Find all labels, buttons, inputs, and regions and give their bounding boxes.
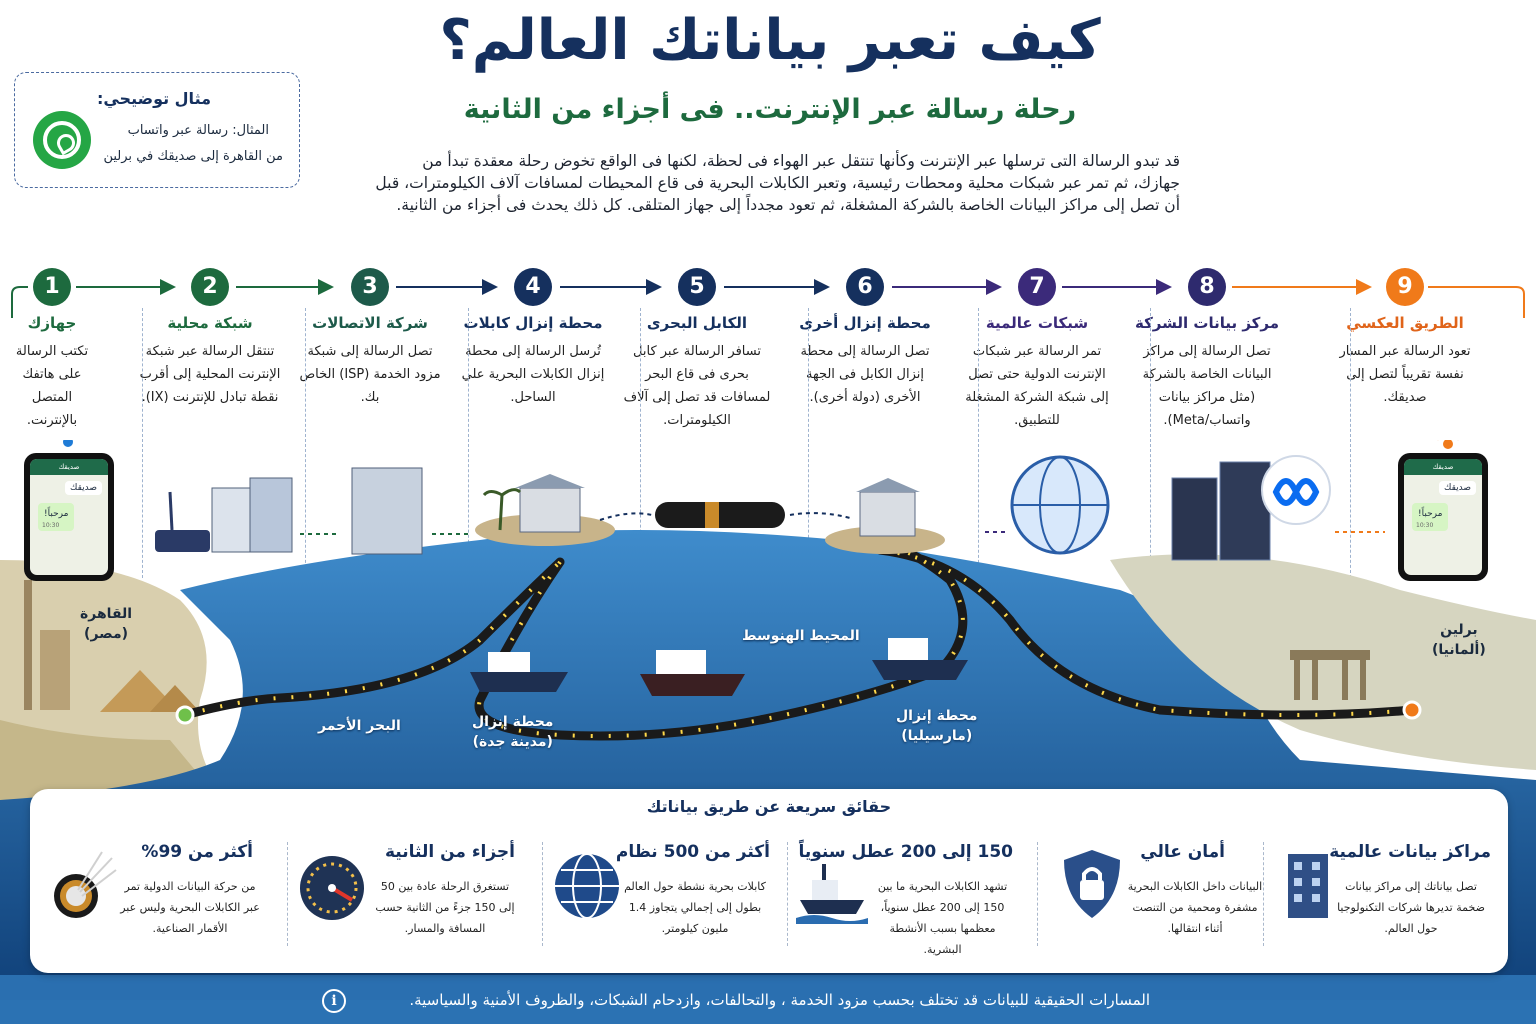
fact-faults xyxy=(790,832,1025,956)
step-desc: تكتب الرسالة على هاتفك المتصل بالإنترنت. xyxy=(15,344,89,428)
step-1 xyxy=(0,268,127,432)
intro-paragraph: قد تبدو الرسالة التى ترسلها عبر الإنترنت وكأنها تنتقل عبر الهواء فى لحظة، لكنها فى الواقع تخوض رحلة معقدة تبدأ من جهازك، ثم تمر عبر شبكات محلية ومحطات رئيسية، وتعبر الكابلات البحرية فى قاع المحيطات لمسافات آلاف الكيلومترات، قبل أن تصل إلى مراكز البيانات الخاصة بالشركة المشغلة، ثم تعود مجدداً إلى جهاز المتلقى. كل ذلك يحدث فى أجزاء من الثانية. xyxy=(375,152,1180,214)
step-3 xyxy=(295,268,445,409)
facts-title: حقائق سريعة عن طريق بياناتك xyxy=(646,797,892,816)
page-title: كيف تعبر بياناتك العالم؟ xyxy=(439,8,1101,73)
step-number: 8 xyxy=(1188,268,1226,306)
fact-desc: تشهد الكابلات البحرية ما بين 150 إلى 200 عطل سنوياً، معظمها بسبب الأنشطة البشرية. xyxy=(877,880,1008,956)
chat-contact: صديقك xyxy=(1439,481,1476,495)
step-desc: تُرسل الرسالة إلى محطة إنزال الكابلات البحرية علي الساحل. xyxy=(461,344,605,405)
step-title: شبكة محلية xyxy=(167,314,253,332)
fact-desc: تستغرق الرحلة عادة بين 50 إلى 150 جزءً من الثانية حسب المسافة والمسار. xyxy=(375,880,515,935)
step-title: مركز بيانات الشركة xyxy=(1134,314,1280,332)
step-title: الكابل البحرى xyxy=(646,314,748,332)
step-number: 2 xyxy=(191,268,229,306)
whatsapp-icon xyxy=(33,111,91,169)
station-marseille-label: محطة إنزال (مارسيليا) xyxy=(896,708,978,744)
fact-traffic xyxy=(40,832,275,952)
step-5 xyxy=(622,268,772,432)
step-title: محطة إنزال أخرى xyxy=(799,314,931,332)
example-heading: مثال توضيحي: xyxy=(96,89,211,108)
step-desc: تسافر الرسالة عبر كابل بحرى فى قاع البحر لمسافات قد تصل إلى آلاف الكيلومترات. xyxy=(623,344,771,428)
shield-lock-icon xyxy=(1056,844,1128,924)
page-subtitle: رحلة رسالة عبر الإنترنت.. فى أجزاء من الثانية xyxy=(463,94,1077,125)
step-number: 1 xyxy=(33,268,71,306)
step-number: 9 xyxy=(1386,268,1424,306)
step-number: 5 xyxy=(678,268,716,306)
fact-title: 150 إلى 200 عطل سنوياً xyxy=(798,842,1013,862)
step-desc: تصل الرسالة إلى محطة إنزال الكابل فى الجهة الأخرى (دولة أخرى). xyxy=(800,344,930,405)
step-9 xyxy=(1330,268,1480,409)
fact-desc: البيانات داخل الكابلات البحرية مشفرة ومحمية من التنصت أثناء انتقالها. xyxy=(1127,880,1263,935)
speedometer-icon xyxy=(296,844,368,924)
step-desc: تمر الرسالة عبر شبكات الإنترنت الدولية حتى تصل إلى شبكة الشركة المشغلة للتطبيق. xyxy=(965,344,1109,428)
step-title: محطة إنزال كابلات xyxy=(463,314,603,332)
fact-systems xyxy=(545,832,780,952)
fact-datacenters xyxy=(1266,832,1501,952)
step-number: 3 xyxy=(351,268,389,306)
step-title: جهازك xyxy=(27,314,77,332)
fact-desc: من حركة البيانات الدولية تمر عبر الكابلات البحرية وليس عبر الأقمار الصناعية. xyxy=(120,880,260,935)
info-icon[interactable]: i xyxy=(322,989,346,1013)
fact-title: أكثر من 500 نظام xyxy=(615,842,770,862)
step-4 xyxy=(458,268,608,409)
fact-desc: تصل بياناتك إلى مراكز بيانات ضخمة تديرها شركات التكنولوجيا حول العالم. xyxy=(1337,880,1485,935)
ship-icon xyxy=(796,844,868,924)
chat-message: مرحباً! 10:30 xyxy=(38,503,74,531)
step-number: 7 xyxy=(1018,268,1056,306)
fact-title: أجزاء من الثانية xyxy=(385,842,515,862)
phone-receiver xyxy=(1398,453,1488,581)
cairo-label: القاهرة (مصر) xyxy=(80,606,133,642)
phone-header: صديقك xyxy=(1404,459,1482,475)
building-icon xyxy=(1272,844,1344,924)
fact-title: مراكز بيانات عالمية xyxy=(1329,842,1491,862)
mediterranean-label: المحيط الهنوسط xyxy=(742,628,860,644)
step-6 xyxy=(790,268,940,409)
example-line-2: من القاهرة إلى صديقك في برلين xyxy=(103,149,283,164)
fact-security xyxy=(1040,832,1275,952)
fact-title: أكثر من 99% xyxy=(141,842,253,862)
chat-contact: صديقك xyxy=(65,481,102,495)
step-desc: تنتقل الرسالة عبر شبكة الإنترنت المحلية إلى أقرب نقطة تبادل للإنترنت (IX). xyxy=(139,344,281,405)
footnote: المسارات الحقيقية للبيانات قد تختلف بحسب مزود الخدمة ، والتحالفات، وازدحام الشبكات، والظروف الأمنية والسياسية. xyxy=(409,991,1150,1009)
step-7 xyxy=(962,268,1112,432)
landing-station-left xyxy=(475,474,615,546)
station-jeddah-label: محطة إنزال (مدينة جدة) xyxy=(472,714,554,750)
step-desc: تصل الرسالة إلى مراكز البيانات الخاصة بالشركة (مثل مراكز بيانات واتساب/Meta). xyxy=(1142,344,1272,428)
step-title: شبكات عالمية xyxy=(985,314,1089,332)
berlin-label: برلين (ألمانيا) xyxy=(1432,622,1486,658)
globe-network-icon xyxy=(551,844,623,924)
phone-header: صديقك xyxy=(30,459,108,475)
cable-icon xyxy=(46,844,118,924)
landing-station-right xyxy=(825,478,945,554)
phone-sender xyxy=(24,453,114,581)
step-desc: تعود الرسالة عبر المسار نفسة تقريباً لتصل إلى صديقك. xyxy=(1339,344,1471,405)
fact-desc: كابلات بحرية نشطة حول العالم بطول إلى إجمالي يتجاوز 1.4 مليون كيلومتر. xyxy=(624,880,766,935)
step-title: الطريق العكسي xyxy=(1346,314,1464,332)
step-8 xyxy=(1132,268,1282,432)
wifi-icon-right xyxy=(1430,440,1466,447)
step-2 xyxy=(135,268,285,409)
step-number: 6 xyxy=(846,268,884,306)
example-line-1: المثال: رسالة عبر واتساب xyxy=(127,123,269,138)
red-sea-label: البحر الأحمر xyxy=(318,718,401,734)
step-title: شركة الاتصالات xyxy=(312,314,428,332)
fact-time xyxy=(290,832,525,952)
example-box xyxy=(14,72,300,188)
chat-message: مرحباً! 10:30 xyxy=(1412,503,1448,531)
fact-title: أمان عالي xyxy=(1140,842,1225,862)
step-desc: تصل الرسالة إلى شبكة مزود الخدمة (ISP) الخاص بك. xyxy=(299,344,441,405)
wifi-icon-left xyxy=(50,440,86,445)
step-number: 4 xyxy=(514,268,552,306)
